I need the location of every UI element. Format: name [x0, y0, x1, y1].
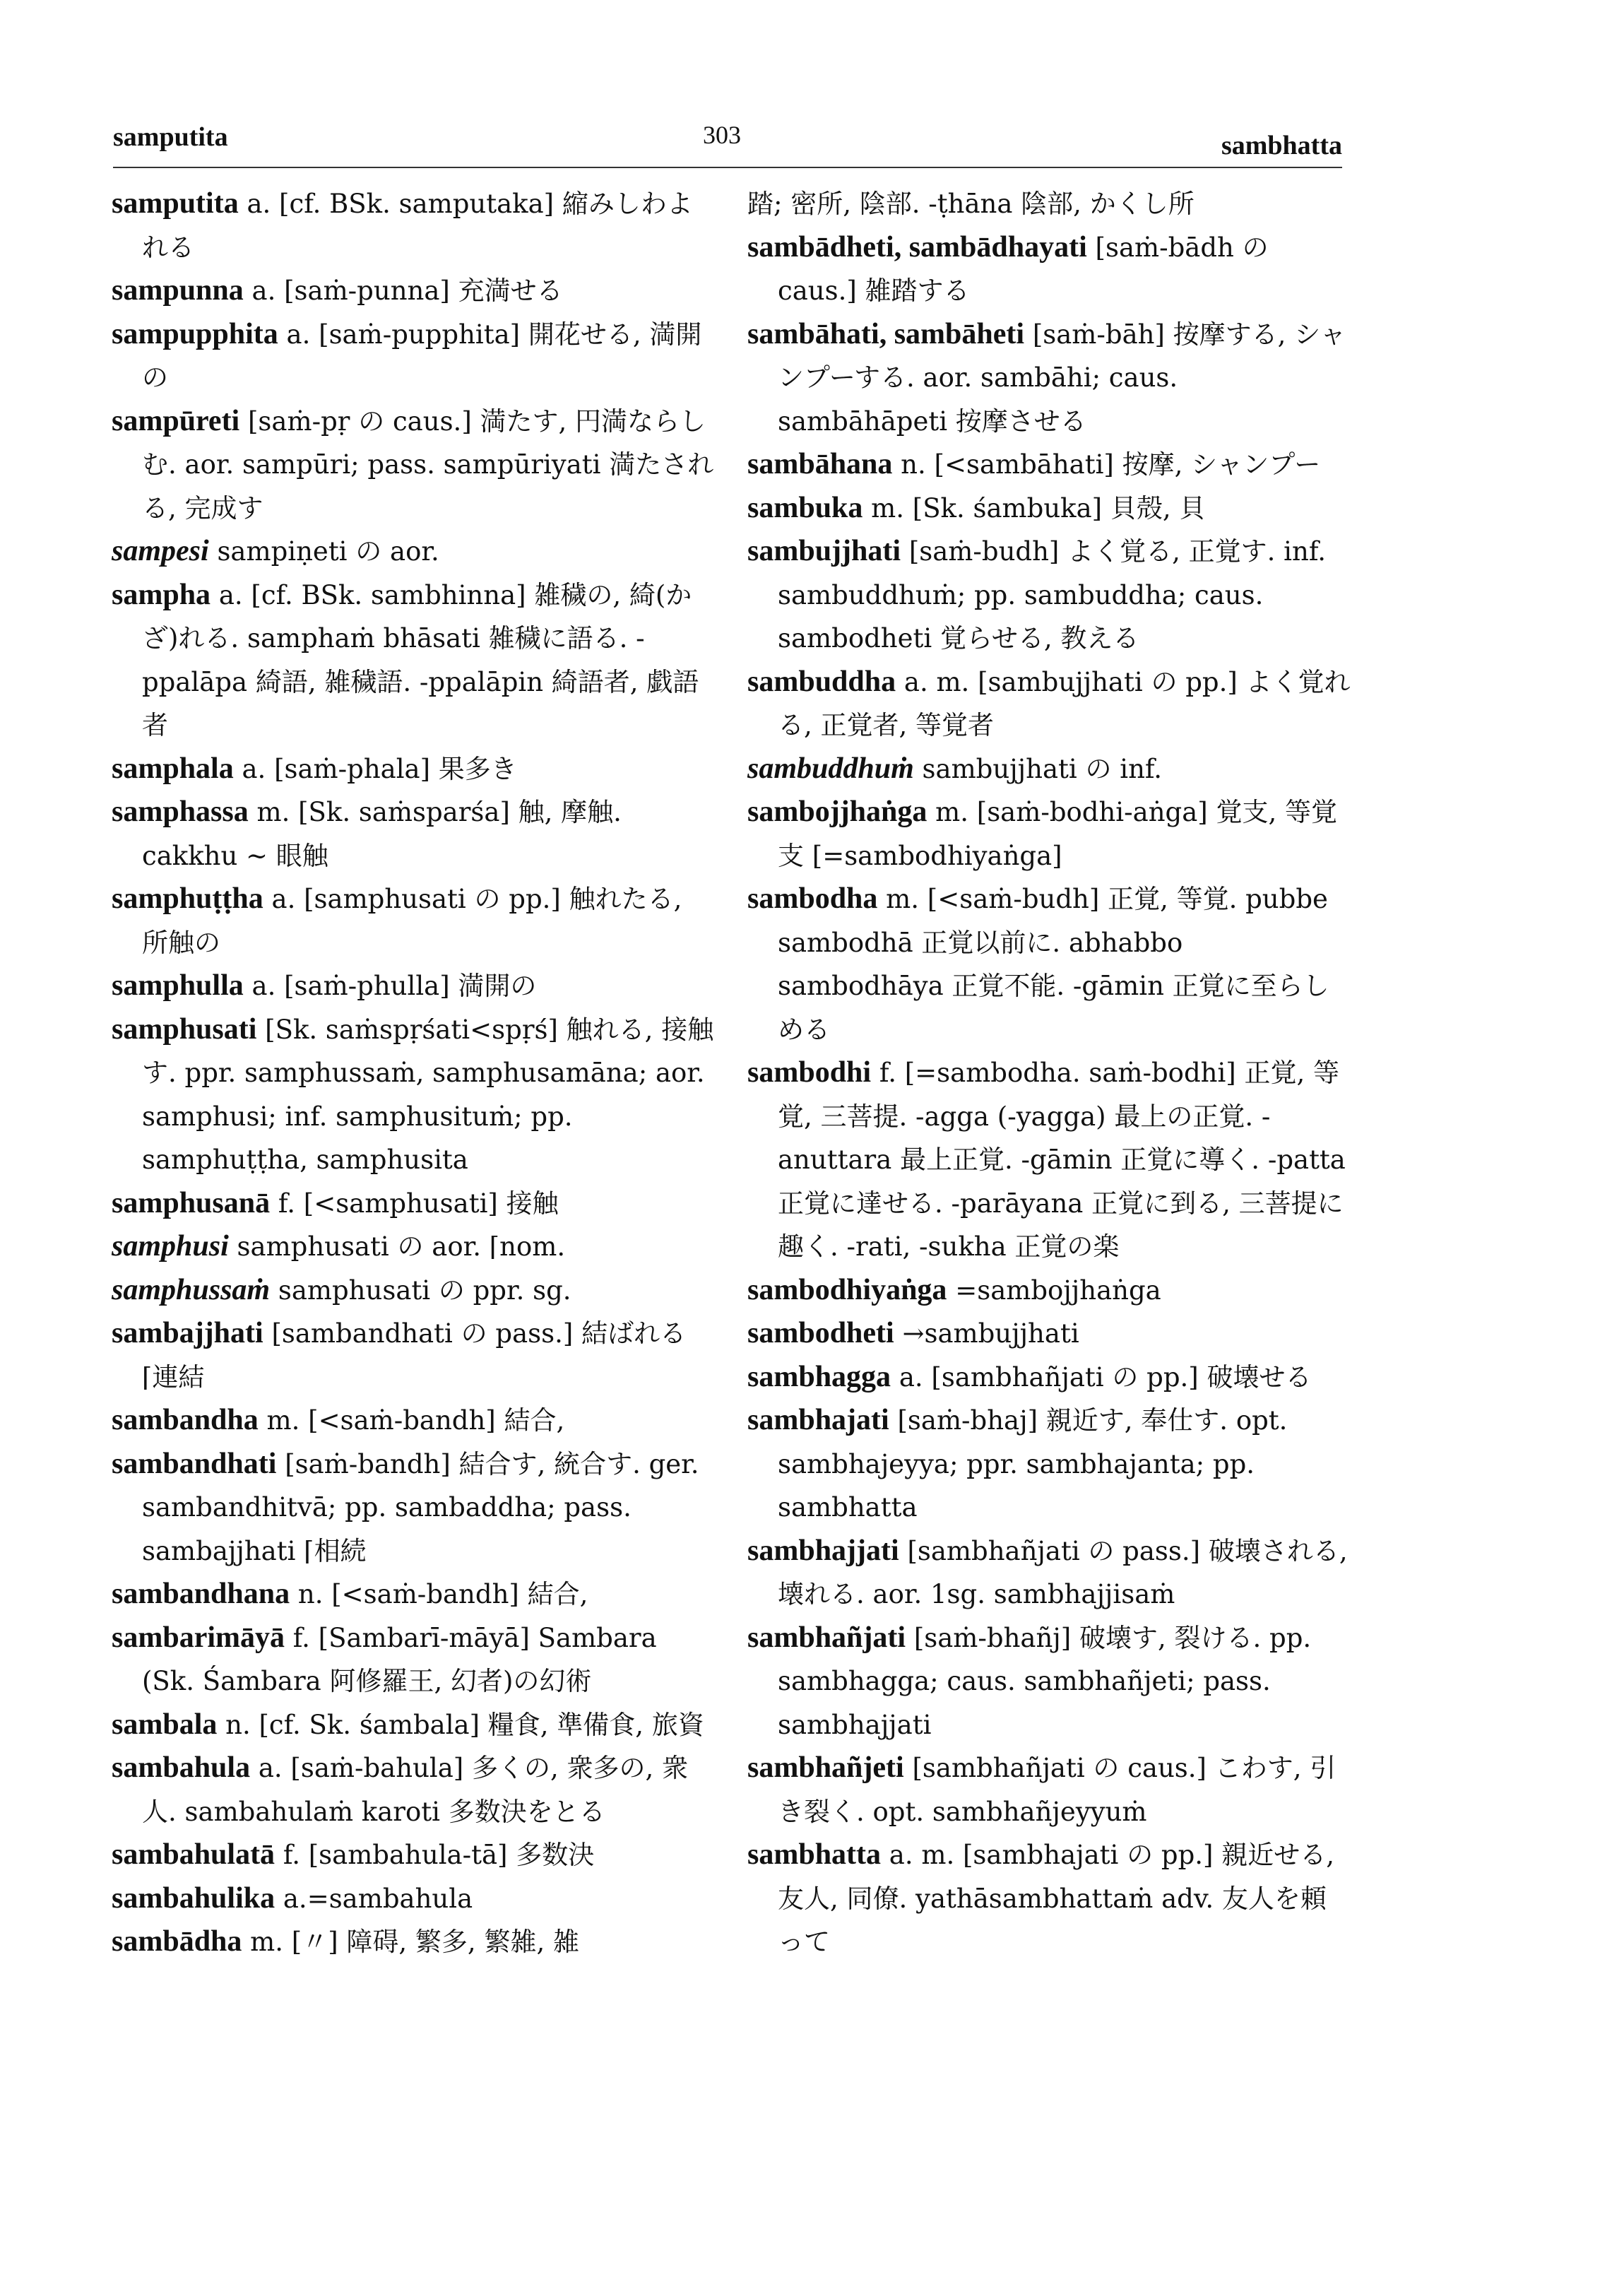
entry-headword: sambahulatā [112, 1838, 275, 1871]
dictionary-entry [112, 1182, 716, 1226]
entry-definition: sampiṇeti の aor. [217, 536, 439, 567]
entry-headword: sambala [112, 1708, 218, 1741]
dictionary-entry [112, 1573, 716, 1616]
entry-headword: sambandhana [112, 1578, 290, 1610]
dictionary-entry [112, 1833, 716, 1877]
entry-headword: sambodheti [747, 1317, 894, 1349]
entry-headword: sambodhiyaṅga [747, 1273, 947, 1306]
entry-definition: n. [<sambāhati] 按摩, シャンプー [901, 449, 1321, 480]
entry-definition: [Sk. saṁspṛśati<spṛś] 触れる, 接触す. ppr. samphussaṁ, samphusamāna; aor. samphusi; inf. samphusituṁ; pp. samphuṭṭha, samphusita [142, 1014, 714, 1175]
entry-headword: sambahulika [112, 1881, 275, 1915]
entry-headword: sambahula [112, 1751, 251, 1784]
dictionary-entry [747, 182, 1351, 226]
entry-headword: samphusi [112, 1230, 229, 1263]
entry-headword: sampunna [112, 274, 244, 307]
dictionary-entry [747, 1269, 1351, 1313]
entry-headword: sampha [112, 578, 211, 611]
entry-definition: a. m. [sambhajati の pp.] 親近せる, 友人, 同僚. yathāsambhattaṁ adv. 友人を頼って [778, 1840, 1334, 1957]
entry-definition: sambujjhati の inf. [922, 753, 1163, 784]
dictionary-entry [747, 661, 1351, 747]
dictionary-entry [112, 574, 716, 747]
entry-headword: sambodha [747, 882, 878, 915]
entry-headword: sambhañjati [747, 1621, 906, 1654]
entry-definition: m. [<saṁ-bandh] 結合, [266, 1405, 565, 1436]
entry-definition: n. [<saṁ-bandh] 結合, [297, 1579, 588, 1609]
right-column [747, 182, 1351, 1964]
entry-definition: m. [Sk. śambuka] 貝殻, 貝 [871, 492, 1206, 524]
dictionary-entry [112, 182, 716, 269]
running-head [113, 122, 1342, 164]
dictionary-entry [747, 313, 1351, 444]
dictionary-entry [747, 443, 1351, 487]
entry-headword: sampesi [112, 535, 209, 567]
entry-definition: f. [sambahula-tā] 多数決 [283, 1840, 595, 1870]
entry-headword: sambhañjeti [747, 1751, 904, 1784]
entry-headword: sambhajati [747, 1404, 889, 1436]
dictionary-entry [747, 747, 1351, 791]
dictionary-entry [112, 1703, 716, 1747]
dictionary-entry [112, 964, 716, 1008]
entry-headword: sambuddha [747, 665, 896, 698]
entry-headword: samphusanā [112, 1186, 271, 1219]
dictionary-entry [747, 877, 1351, 1051]
entry-definition: samphusati の aor. ⌈nom. [237, 1231, 566, 1262]
dictionary-entry [112, 1443, 716, 1573]
entry-definition: [saṁ-bhañj] 破壊す, 裂ける. pp. sambhagga; caus. sambhañjeti; pass. sambhajjati [778, 1622, 1312, 1740]
entry-headword: sambhagga [747, 1360, 891, 1393]
entry-definition: a. [cf. BSk. samputaka] 縮みしわよれる [142, 189, 693, 263]
entry-definition: [sambhañjati の caus.] こわす, 引き裂く. opt. sambhañjeyyuṁ [778, 1753, 1336, 1827]
dictionary-entry [112, 791, 716, 877]
dictionary-entry [112, 1746, 716, 1833]
entry-definition: [saṁ-budh] よく覚る, 正覚す. inf. sambuddhuṁ; pp. sambuddha; caus. sambodheti 覚らせる, 教える [778, 536, 1326, 654]
entry-definition: m. [Sk. saṁsparśa] 触, 摩触. cakkhu ~ 眼触 [142, 797, 622, 871]
entry-definition: =sambojjhaṅga [955, 1275, 1161, 1306]
entry-definition: n. [cf. Sk. śambala] 糧食, 準備食, 旅資 [225, 1709, 704, 1740]
entry-definition: f. [Sambarī-māyā] Sambara (Sk. Śambara 阿修羅王, 幻者)の幻術 [142, 1622, 657, 1696]
entry-headword: samphala [112, 752, 234, 785]
entry-headword: sambajjhati [112, 1317, 263, 1349]
entry-headword: sambhatta [747, 1838, 882, 1871]
dictionary-entry [112, 530, 716, 574]
entry-definition: f. [=sambodha. saṁ-bodhi] 正覚, 等覚, 三菩提. -agga (-yagga) 最上の正覚. -anuttara 最上正覚. -gāmin 正覚に導く. -patta 正覚に達せる. -parāyana 正覚に到る, 三菩提に趣く. -rati, -sukha 正覚の楽 [778, 1058, 1346, 1262]
right-guide-word: sambhatta [1221, 131, 1342, 160]
header-rule [113, 167, 1342, 168]
left-column [112, 182, 716, 1964]
dictionary-entry [112, 269, 716, 313]
entry-headword: sambāhana [747, 448, 893, 480]
dictionary-entry [112, 1008, 716, 1182]
dictionary-entry [112, 400, 716, 531]
entry-headword: sambarimāyā [112, 1621, 285, 1654]
dictionary-entry [747, 1399, 1351, 1530]
dictionary-entry [112, 1312, 716, 1399]
entry-definition: m. [〃] 障碍, 繁多, 繁雑, 雑 [250, 1927, 579, 1957]
entry-headword: sambojjhaṅga [747, 796, 927, 828]
page-number: 303 [703, 121, 741, 149]
entry-headword: sambuddhuṁ [747, 752, 914, 785]
entry-headword: samphussaṁ [112, 1273, 271, 1306]
entry-definition: a. [sambhañjati の pp.] 破壊せる [899, 1361, 1312, 1393]
dictionary-entry [747, 791, 1351, 877]
entry-headword: sampūreti [112, 404, 240, 437]
dictionary-entry [112, 1877, 716, 1921]
entry-definition: a. [saṁ-pupphita] 開花せる, 満開の [142, 319, 702, 393]
entry-definition: m. [<saṁ-budh] 正覚, 等覚. pubbe sambodhā 正覚以前に. abhabbo sambodhāya 正覚不能. -gāmin 正覚に至らしめる [778, 884, 1329, 1045]
entry-definition: m. [saṁ-bodhi-aṅga] 覚支, 等覚支 [=sambodhiyaṅga] [778, 797, 1337, 871]
entry-definition: [sambhañjati の pass.] 破壊される, 壊れる. aor. 1sg. sambhajjisaṁ [778, 1535, 1348, 1609]
entry-headword: sambodhi [747, 1056, 872, 1089]
entry-headword: sambhajjati [747, 1534, 899, 1567]
entry-definition: samphusati の ppr. sg. [278, 1275, 571, 1306]
dictionary-entry [747, 487, 1351, 531]
entry-definition: 踏; 密所, 陰部. -ṭhāna 陰部, かくし所 [747, 189, 1195, 219]
entry-definition: [saṁ-bāh] 按摩する, シャンプーする. aor. sambāhi; caus. sambāhāpeti 按摩させる [778, 319, 1346, 437]
entry-definition: a. [saṁ-phala] 果多き [242, 753, 517, 784]
left-guide-word: samputita [113, 122, 228, 152]
dictionary-entry [747, 1051, 1351, 1269]
entry-headword: samphusati [112, 1012, 257, 1046]
dictionary-entry [747, 226, 1351, 313]
entry-headword: sambujjhati [747, 535, 901, 567]
dictionary-entry [112, 1269, 716, 1313]
entry-definition: a. [saṁ-punna] 充満せる [251, 276, 563, 306]
dictionary-entry [747, 1833, 1351, 1964]
entry-definition: a. [cf. BSk. sambhinna] 雑穢の, 綺(かざ)れる. samphaṁ bhāsati 雑穢に語る. -ppalāpa 綺語, 雑穢語. -ppalāpin 綺語者, 戯語者 [142, 579, 699, 740]
entry-definition: a.=sambahula [283, 1883, 473, 1914]
entry-definition: a. [samphusati の pp.] 触れたる, 所触の [142, 884, 682, 958]
dictionary-entry [112, 1225, 716, 1269]
dictionary-entry [747, 1312, 1351, 1356]
dictionary-entry [112, 1616, 716, 1703]
entry-headword: sambandhati [112, 1447, 277, 1480]
entry-headword: sambādha [112, 1925, 242, 1958]
entry-definition: f. [<samphusati] 接触 [278, 1188, 559, 1219]
entry-headword: samphassa [112, 796, 249, 828]
dictionary-entry [747, 1616, 1351, 1747]
dictionary-entry [112, 313, 716, 400]
entry-definition: a. [saṁ-bahula] 多くの, 衆多の, 衆人. sambahulaṁ karoti 多数決をとる [142, 1753, 689, 1827]
dictionary-entry [112, 1920, 716, 1964]
entry-definition: [saṁ-pṛ の caus.] 満たす, 円満ならしむ. aor. sampūri; pass. sampūriyati 満たされる, 完成す [142, 406, 714, 524]
dictionary-entry [747, 1356, 1351, 1400]
entry-headword: sambuka [747, 491, 863, 524]
entry-headword: samphuṭṭha [112, 882, 263, 915]
dictionary-entry [112, 1399, 716, 1443]
entry-headword: sambādheti, sambādhayati [747, 230, 1087, 264]
entry-headword: sampupphita [112, 317, 278, 350]
dictionary-entry [112, 877, 716, 964]
dictionary-entry [747, 530, 1351, 661]
entry-headword: samphulla [112, 969, 244, 1002]
entry-definition: a. [saṁ-phulla] 満開の [251, 971, 537, 1001]
dictionary-entry [747, 1746, 1351, 1833]
entry-definition: [saṁ-bandh] 結合す, 統合す. ger. sambandhitvā; pp. sambaddha; pass. sambajjhati ⌈相続 [142, 1448, 699, 1566]
entry-definition: a. m. [sambujjhati の pp.] よく覚れる, 正覚者, 等覚者 [778, 666, 1351, 740]
entry-headword: sambāhati, sambāheti [747, 317, 1025, 350]
entry-definition: [saṁ-bhaj] 親近す, 奉仕す. opt. sambhajeyya; ppr. sambhajanta; pp. sambhatta [778, 1405, 1288, 1523]
entry-headword: sambandha [112, 1404, 259, 1436]
entry-definition: [saṁ-bādh の caus.] 雑踏する [778, 232, 1269, 306]
entry-definition: [sambandhati の pass.] 結ばれる ⌈連結 [142, 1318, 687, 1393]
entry-definition: →sambujjhati [902, 1318, 1079, 1349]
entry-headword: samputita [112, 187, 239, 220]
dictionary-entry [747, 1530, 1351, 1616]
dictionary-entry [112, 747, 716, 791]
